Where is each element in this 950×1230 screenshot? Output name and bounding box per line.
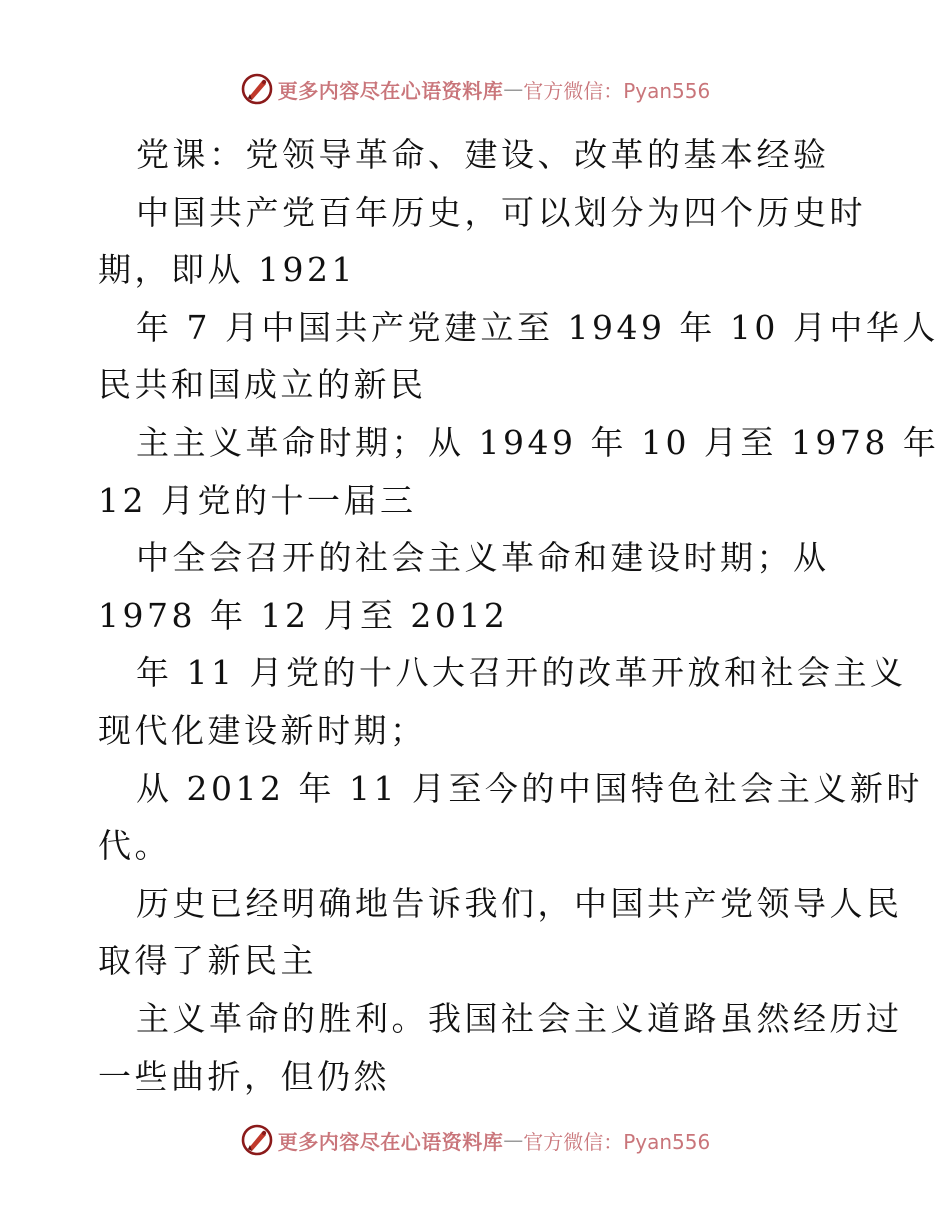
text-line: 历史已经明确地告诉我们，中国共产党领导人民 (136, 883, 903, 923)
text-line: 现代化建设新时期； (98, 710, 427, 750)
header-watermark (0, 69, 950, 109)
document-body (98, 126, 940, 1105)
pen-circle-logo-icon (240, 1123, 274, 1157)
watermark-contact: 官方微信：Pyan556 (523, 1129, 711, 1154)
text-line: 一些曲折，但仍然 (98, 1056, 390, 1096)
watermark-slogan: 更多内容尽在心语资料库 (277, 1129, 504, 1154)
text-line: 12 月党的十一届三 (98, 480, 417, 520)
text-line: 年 7 月中国共产党建立至 1949 年 10 月中华人 (136, 307, 939, 347)
watermark-contact: 官方微信：Pyan556 (523, 78, 711, 103)
text-line: 期，即从 1921 (98, 250, 356, 290)
text-line: 从 2012 年 11 月至今的中国特色社会主义新时 (136, 768, 923, 808)
text-line: 取得了新民主 (98, 941, 317, 981)
text-line: 主主义革命时期；从 1949 年 10 月至 1978 年 (136, 422, 940, 462)
text-line: 民共和国成立的新民 (98, 365, 427, 405)
text-line: 代。 (98, 826, 171, 866)
text-line: 主义革命的胜利。我国社会主义道路虽然经历过 (136, 998, 903, 1038)
footer-watermark (0, 1120, 950, 1160)
text-line: 中国共产党百年历史，可以划分为四个历史时 (136, 192, 866, 232)
watermark-separator: — (503, 77, 524, 101)
text-line: 1978 年 12 月至 2012 (98, 595, 509, 635)
watermark-separator: — (503, 1128, 524, 1152)
watermark-slogan: 更多内容尽在心语资料库 (277, 78, 504, 103)
text-line: 中全会召开的社会主义革命和建设时期；从 (136, 538, 830, 578)
pen-circle-logo-icon (240, 72, 274, 106)
document-title: 党课：党领导革命、建设、改革的基本经验 (136, 135, 830, 174)
text-line: 年 11 月党的十八大召开的改革开放和社会主义 (136, 653, 907, 693)
